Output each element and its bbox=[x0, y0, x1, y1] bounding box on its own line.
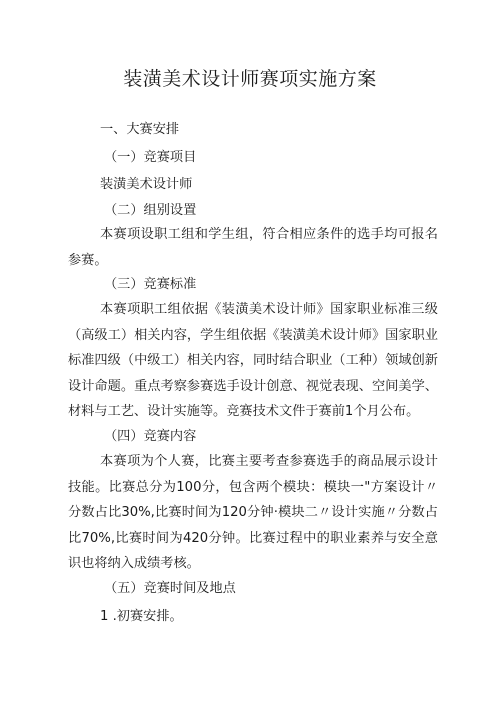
standards-paragraph: 本赛项职工组依据《装潢美术设计师》国家职业标准三级（高级工）相关内容，学生组依据《装潢美术设计师》国家职业标准四级（中级工）相关内容，同时结合职业（工种）领域创新设计命题。重点考察参赛选手设计创意、视觉表现、空间美学、材料与工艺、设计实施等。竞赛技术文件于赛前1个月公布。 bbox=[68, 302, 438, 420]
subsection-heading-competition-item: （一）竞赛项目 bbox=[104, 150, 197, 165]
content-paragraph: 本赛项为个人赛，比赛主要考查参赛选手的商品展示设计技能。比赛总分为100分，包含两个模块：模块一"方案设计〃分数占比30%,比赛时间为120分钟·模块二〃设计实施〃分数占比70%,比赛时间为420分钟。比赛过程中的职业素养与安全意识也将纳入成绩考核。 bbox=[68, 454, 438, 572]
groups-paragraph: 本赛项设职工组和学生组，符合相应条件的选手均可报名参赛。 bbox=[68, 227, 438, 268]
section-heading-1: 一、大赛安排 bbox=[100, 122, 180, 137]
subsection-heading-groups: （二）组别设置 bbox=[104, 203, 197, 218]
list-item-preliminary: 1 .初赛安排。 bbox=[100, 609, 183, 624]
subsection-heading-standards: （三）竞赛标准 bbox=[104, 277, 197, 292]
subsection-heading-time-location: （五）竞赛时间及地点 bbox=[104, 581, 236, 596]
subsection-heading-content: （四）竞赛内容 bbox=[104, 429, 197, 444]
document-title: 装潢美术设计师赛项实施方案 bbox=[123, 68, 377, 90]
competition-item-text: 装潢美术设计师 bbox=[100, 177, 193, 192]
